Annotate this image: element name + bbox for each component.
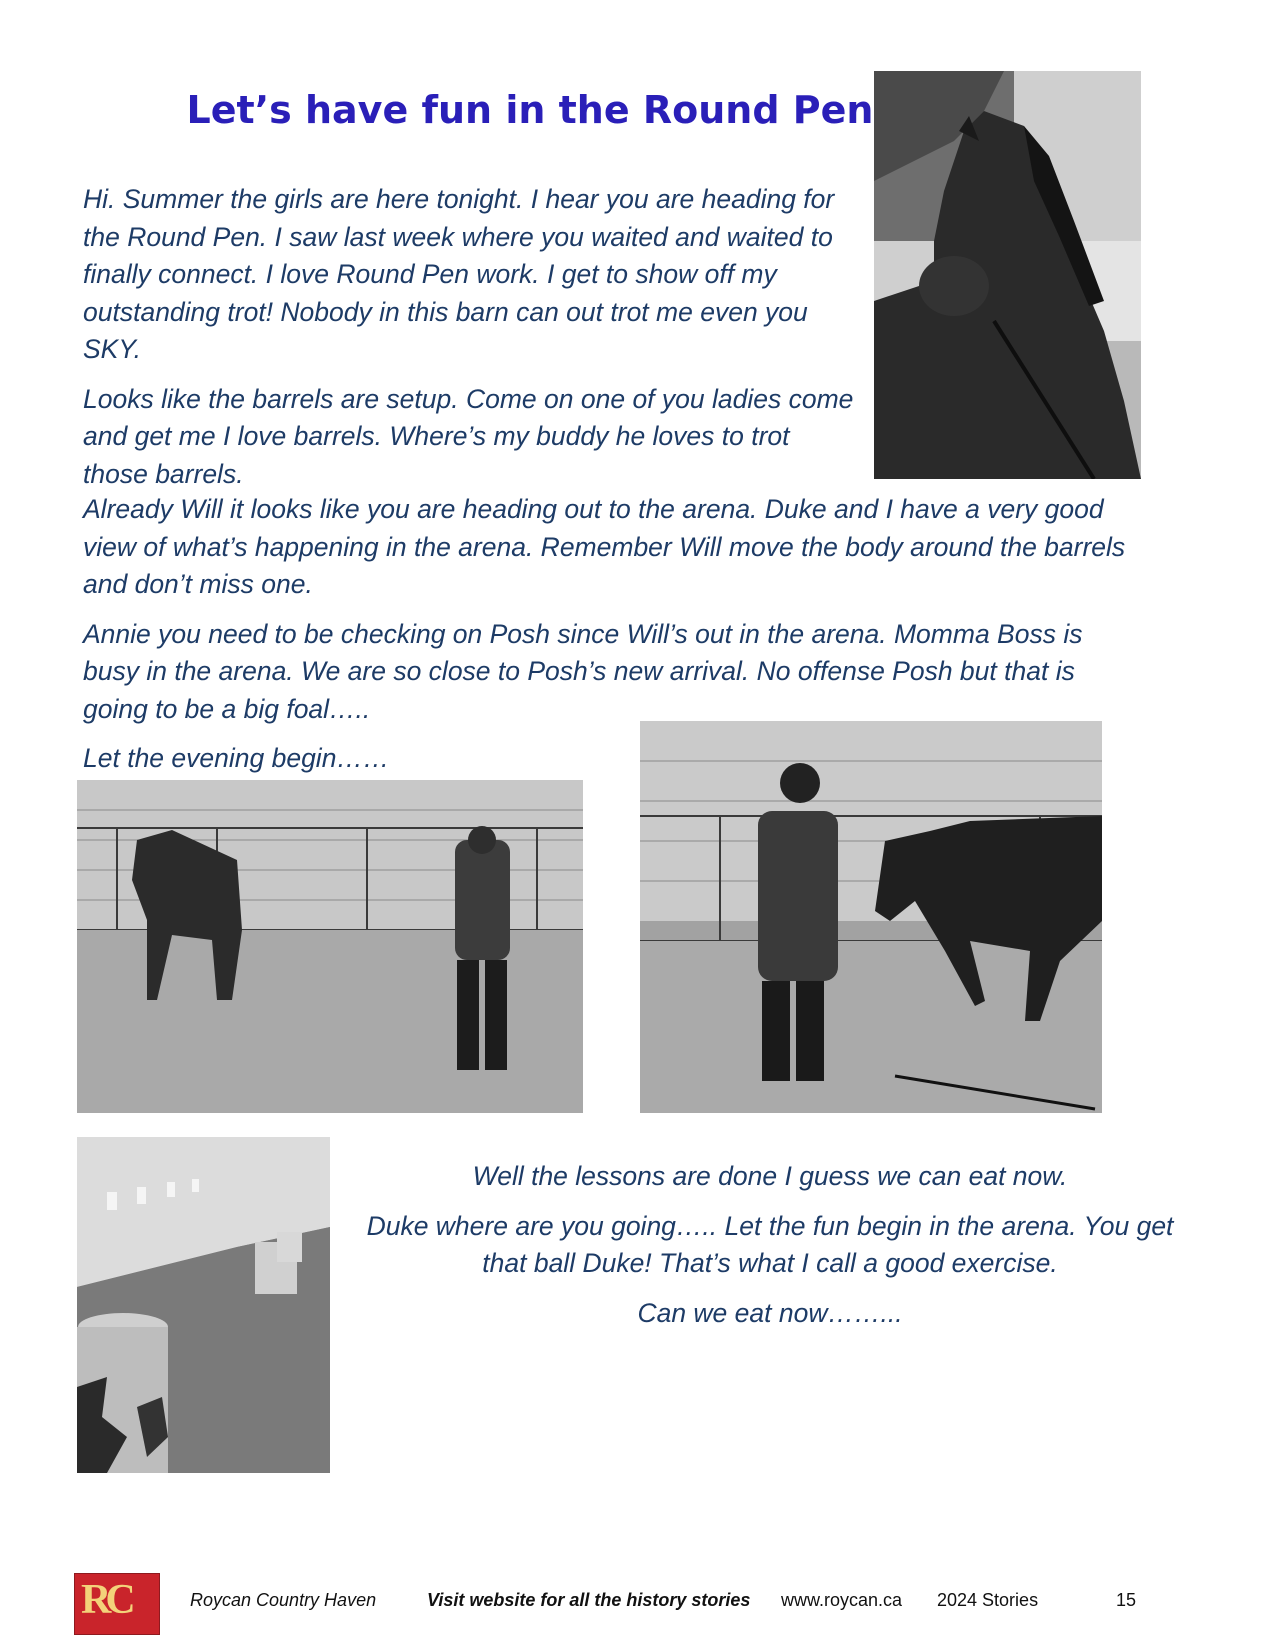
story-paragraph-1: Hi. Summer the girls are here tonight. I hear you are heading for the Round Pen. I saw last week where you waited and waited to finally connect. I love Round Pen work. I get to show off my outstanding trot! Nobody in this barn can out trot me even you SKY. [83, 184, 835, 364]
footer-visit-text: Visit website for all the history stories [427, 1590, 751, 1610]
story-paragraph-2: Looks like the barrels are setup. Come on one of you ladies come and get me I love barrels. Where’s my buddy he loves to trot those barrels. [83, 383, 854, 489]
page-title: Let’s have fun in the Round Pen [186, 88, 874, 132]
footer-url-link[interactable]: www.roycan.ca [781, 1590, 903, 1610]
horse-portrait-photo [874, 71, 1141, 479]
arena-photo-left [77, 780, 583, 1113]
arena-photo-right [640, 721, 1102, 1113]
ending-paragraph-2: Duke where are you going….. Let the fun begin in the arena. You get that ball Duke! That’s what I call a good exercise. [366, 1210, 1174, 1278]
page-number: 15 [1116, 1590, 1137, 1610]
ending-paragraph-1: Well the lessons are done I guess we can eat now. [472, 1161, 1068, 1191]
ending-paragraph-3: Can we eat now……... [637, 1297, 903, 1328]
page-footer [0, 1570, 1275, 1640]
roycan-logo [74, 1573, 160, 1635]
footer-brand: Roycan Country Haven [190, 1590, 377, 1610]
logo-text: RC [81, 1577, 130, 1623]
story-paragraph-5: Let the evening begin…… [83, 743, 390, 773]
footer-year: 2024 Stories [937, 1590, 1039, 1610]
story-paragraph-3: Already Will it looks like you are heading out to the arena. Duke and I have a very good view of what’s happening in the arena. Remember Will move the body around the barrels and don’t miss one. [83, 494, 1126, 599]
barrels-photo [77, 1137, 330, 1473]
story-paragraph-4: Annie you need to be checking on Posh since Will’s out in the arena. Momma Boss is busy in the arena. We are so close to Posh’s new arrival. No offense Posh but that is going to be a big foal….. [83, 618, 1083, 724]
ending-text [360, 1158, 1180, 1344]
story-text [83, 181, 858, 505]
